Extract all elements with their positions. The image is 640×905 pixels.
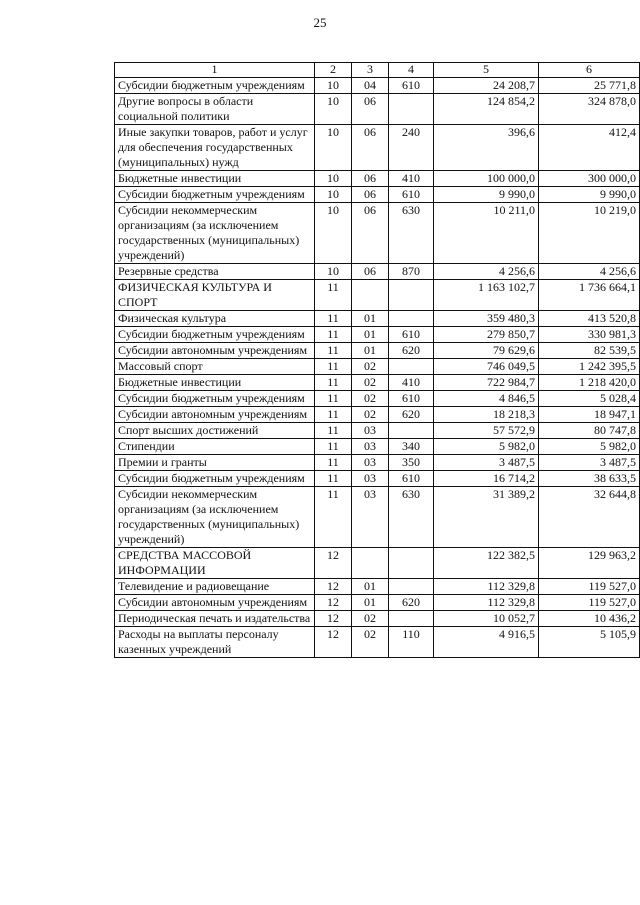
row-expense-type: 610 <box>389 391 434 407</box>
row-amount-year2: 9 990,0 <box>539 187 640 203</box>
row-amount-year2: 80 747,8 <box>539 423 640 439</box>
row-amount-year1: 3 487,5 <box>434 455 539 471</box>
row-amount-year1: 1 163 102,7 <box>434 280 539 311</box>
row-section: 11 <box>315 471 352 487</box>
table-row <box>115 264 640 280</box>
row-expense-type <box>389 311 434 327</box>
table-header <box>115 63 640 78</box>
row-amount-year1: 5 982,0 <box>434 439 539 455</box>
row-section: 11 <box>315 391 352 407</box>
table-row <box>115 487 640 548</box>
row-name: Массовый спорт <box>115 359 315 375</box>
row-expense-type: 240 <box>389 125 434 171</box>
row-expense-type: 350 <box>389 455 434 471</box>
budget-table <box>114 62 640 658</box>
row-amount-year2: 330 981,3 <box>539 327 640 343</box>
row-name: Физическая культура <box>115 311 315 327</box>
row-expense-type: 620 <box>389 595 434 611</box>
row-name: Субсидии некоммерческим организациям (за исключением государственных (муниципальных) учреждений) <box>115 203 315 264</box>
row-name: Премии и гранты <box>115 455 315 471</box>
row-subsection: 01 <box>352 595 389 611</box>
row-amount-year1: 100 000,0 <box>434 171 539 187</box>
row-amount-year2: 119 527,0 <box>539 595 640 611</box>
table-row <box>115 611 640 627</box>
row-amount-year2: 82 539,5 <box>539 343 640 359</box>
table-row <box>115 423 640 439</box>
table-row <box>115 187 640 203</box>
row-name: Бюджетные инвестиции <box>115 375 315 391</box>
table-row <box>115 343 640 359</box>
row-section: 10 <box>315 171 352 187</box>
row-section: 11 <box>315 280 352 311</box>
row-name: Субсидии некоммерческим организациям (за исключением государственных (муниципальных) учреждений) <box>115 487 315 548</box>
row-amount-year2: 119 527,0 <box>539 579 640 595</box>
table-row <box>115 203 640 264</box>
table-body <box>115 78 640 658</box>
row-subsection: 03 <box>352 423 389 439</box>
row-expense-type: 410 <box>389 171 434 187</box>
row-section: 12 <box>315 627 352 658</box>
row-subsection: 04 <box>352 78 389 94</box>
row-amount-year1: 112 329,8 <box>434 579 539 595</box>
row-subsection <box>352 280 389 311</box>
row-expense-type: 630 <box>389 203 434 264</box>
row-amount-year1: 112 329,8 <box>434 595 539 611</box>
row-name: Спорт высших достижений <box>115 423 315 439</box>
row-subsection: 01 <box>352 311 389 327</box>
row-section: 12 <box>315 548 352 579</box>
row-name: Субсидии бюджетным учреждениям <box>115 187 315 203</box>
row-amount-year1: 122 382,5 <box>434 548 539 579</box>
row-subsection: 06 <box>352 264 389 280</box>
table-row <box>115 280 640 311</box>
row-expense-type: 610 <box>389 471 434 487</box>
row-amount-year1: 16 714,2 <box>434 471 539 487</box>
row-amount-year2: 412,4 <box>539 125 640 171</box>
row-section: 11 <box>315 439 352 455</box>
row-subsection: 02 <box>352 391 389 407</box>
row-subsection: 03 <box>352 455 389 471</box>
table-row <box>115 327 640 343</box>
row-section: 11 <box>315 455 352 471</box>
row-amount-year2: 1 218 420,0 <box>539 375 640 391</box>
row-name: Периодическая печать и издательства <box>115 611 315 627</box>
row-expense-type <box>389 579 434 595</box>
row-section: 12 <box>315 579 352 595</box>
row-amount-year1: 57 572,9 <box>434 423 539 439</box>
row-amount-year2: 5 028,4 <box>539 391 640 407</box>
row-expense-type <box>389 611 434 627</box>
row-section: 11 <box>315 423 352 439</box>
row-amount-year2: 25 771,8 <box>539 78 640 94</box>
row-name: Субсидии бюджетным учреждениям <box>115 327 315 343</box>
row-expense-type: 620 <box>389 343 434 359</box>
row-subsection: 06 <box>352 203 389 264</box>
row-amount-year2: 300 000,0 <box>539 171 640 187</box>
table-row <box>115 94 640 125</box>
row-expense-type: 610 <box>389 78 434 94</box>
table-row <box>115 375 640 391</box>
row-subsection: 02 <box>352 627 389 658</box>
row-amount-year2: 5 982,0 <box>539 439 640 455</box>
row-expense-type <box>389 423 434 439</box>
row-expense-type <box>389 359 434 375</box>
page-number: 25 <box>313 15 327 30</box>
header-col-4: 4 <box>389 63 434 78</box>
header-col-2: 2 <box>315 63 352 78</box>
row-name: Субсидии автономным учреждениям <box>115 407 315 423</box>
row-amount-year1: 722 984,7 <box>434 375 539 391</box>
row-subsection: 06 <box>352 187 389 203</box>
row-expense-type: 870 <box>389 264 434 280</box>
table-row <box>115 595 640 611</box>
row-subsection <box>352 548 389 579</box>
row-expense-type: 340 <box>389 439 434 455</box>
table-row <box>115 311 640 327</box>
row-amount-year1: 124 854,2 <box>434 94 539 125</box>
row-subsection: 02 <box>352 407 389 423</box>
table-row <box>115 125 640 171</box>
row-subsection: 01 <box>352 327 389 343</box>
row-section: 10 <box>315 94 352 125</box>
row-subsection: 03 <box>352 471 389 487</box>
row-subsection: 02 <box>352 611 389 627</box>
row-amount-year1: 746 049,5 <box>434 359 539 375</box>
row-section: 11 <box>315 407 352 423</box>
row-name: Другие вопросы в области социальной политики <box>115 94 315 125</box>
row-amount-year2: 3 487,5 <box>539 455 640 471</box>
row-expense-type <box>389 94 434 125</box>
header-col-1: 1 <box>115 63 315 78</box>
row-section: 11 <box>315 487 352 548</box>
row-subsection: 01 <box>352 343 389 359</box>
row-amount-year1: 4 256,6 <box>434 264 539 280</box>
row-amount-year2: 1 736 664,1 <box>539 280 640 311</box>
row-amount-year2: 129 963,2 <box>539 548 640 579</box>
row-section: 11 <box>315 359 352 375</box>
row-name: Стипендии <box>115 439 315 455</box>
row-expense-type <box>389 280 434 311</box>
row-amount-year1: 4 916,5 <box>434 627 539 658</box>
row-amount-year1: 18 218,3 <box>434 407 539 423</box>
header-col-3: 3 <box>352 63 389 78</box>
header-col-6: 6 <box>539 63 640 78</box>
row-amount-year2: 1 242 395,5 <box>539 359 640 375</box>
row-subsection: 02 <box>352 375 389 391</box>
row-expense-type: 610 <box>389 187 434 203</box>
row-expense-type: 410 <box>389 375 434 391</box>
table-row <box>115 471 640 487</box>
table-row <box>115 171 640 187</box>
row-name: Резервные средства <box>115 264 315 280</box>
row-section: 10 <box>315 187 352 203</box>
header-row <box>115 63 640 78</box>
table-row <box>115 359 640 375</box>
row-amount-year2: 10 219,0 <box>539 203 640 264</box>
row-amount-year1: 31 389,2 <box>434 487 539 548</box>
row-name: СРЕДСТВА МАССОВОЙ ИНФОРМАЦИИ <box>115 548 315 579</box>
row-expense-type: 620 <box>389 407 434 423</box>
row-expense-type: 110 <box>389 627 434 658</box>
row-amount-year1: 359 480,3 <box>434 311 539 327</box>
row-amount-year1: 10 211,0 <box>434 203 539 264</box>
row-name: Телевидение и радиовещание <box>115 579 315 595</box>
row-amount-year1: 4 846,5 <box>434 391 539 407</box>
row-amount-year1: 79 629,6 <box>434 343 539 359</box>
table-row <box>115 579 640 595</box>
row-section: 10 <box>315 78 352 94</box>
row-subsection: 02 <box>352 359 389 375</box>
row-section: 11 <box>315 327 352 343</box>
row-section: 10 <box>315 203 352 264</box>
row-amount-year2: 324 878,0 <box>539 94 640 125</box>
row-name: Субсидии автономным учреждениям <box>115 343 315 359</box>
row-amount-year2: 18 947,1 <box>539 407 640 423</box>
row-section: 11 <box>315 375 352 391</box>
row-amount-year1: 396,6 <box>434 125 539 171</box>
row-name: Субсидии бюджетным учреждениям <box>115 471 315 487</box>
row-section: 11 <box>315 343 352 359</box>
row-section: 12 <box>315 595 352 611</box>
row-amount-year2: 413 520,8 <box>539 311 640 327</box>
table-row <box>115 391 640 407</box>
table-row <box>115 407 640 423</box>
row-expense-type <box>389 548 434 579</box>
row-subsection: 01 <box>352 579 389 595</box>
row-subsection: 06 <box>352 94 389 125</box>
row-subsection: 03 <box>352 439 389 455</box>
row-name: Субсидии автономным учреждениям <box>115 595 315 611</box>
row-subsection: 06 <box>352 125 389 171</box>
row-subsection: 03 <box>352 487 389 548</box>
row-amount-year1: 24 208,7 <box>434 78 539 94</box>
table-row <box>115 548 640 579</box>
table-row <box>115 455 640 471</box>
row-name: ФИЗИЧЕСКАЯ КУЛЬТУРА И СПОРТ <box>115 280 315 311</box>
row-amount-year2: 38 633,5 <box>539 471 640 487</box>
row-expense-type: 630 <box>389 487 434 548</box>
row-amount-year1: 10 052,7 <box>434 611 539 627</box>
row-section: 11 <box>315 311 352 327</box>
row-section: 10 <box>315 264 352 280</box>
row-amount-year2: 4 256,6 <box>539 264 640 280</box>
row-subsection: 06 <box>352 171 389 187</box>
table-row <box>115 439 640 455</box>
row-amount-year1: 9 990,0 <box>434 187 539 203</box>
table-row <box>115 627 640 658</box>
row-name: Расходы на выплаты персоналу казенных учреждений <box>115 627 315 658</box>
row-name: Субсидии бюджетным учреждениям <box>115 391 315 407</box>
row-amount-year1: 279 850,7 <box>434 327 539 343</box>
row-expense-type: 610 <box>389 327 434 343</box>
row-amount-year2: 32 644,8 <box>539 487 640 548</box>
table-row <box>115 78 640 94</box>
row-name: Иные закупки товаров, работ и услуг для обеспечения государственных (муниципальных) нужд <box>115 125 315 171</box>
row-name: Субсидии бюджетным учреждениям <box>115 78 315 94</box>
row-amount-year2: 5 105,9 <box>539 627 640 658</box>
header-col-5: 5 <box>434 63 539 78</box>
row-section: 10 <box>315 125 352 171</box>
row-amount-year2: 10 436,2 <box>539 611 640 627</box>
row-section: 12 <box>315 611 352 627</box>
row-name: Бюджетные инвестиции <box>115 171 315 187</box>
